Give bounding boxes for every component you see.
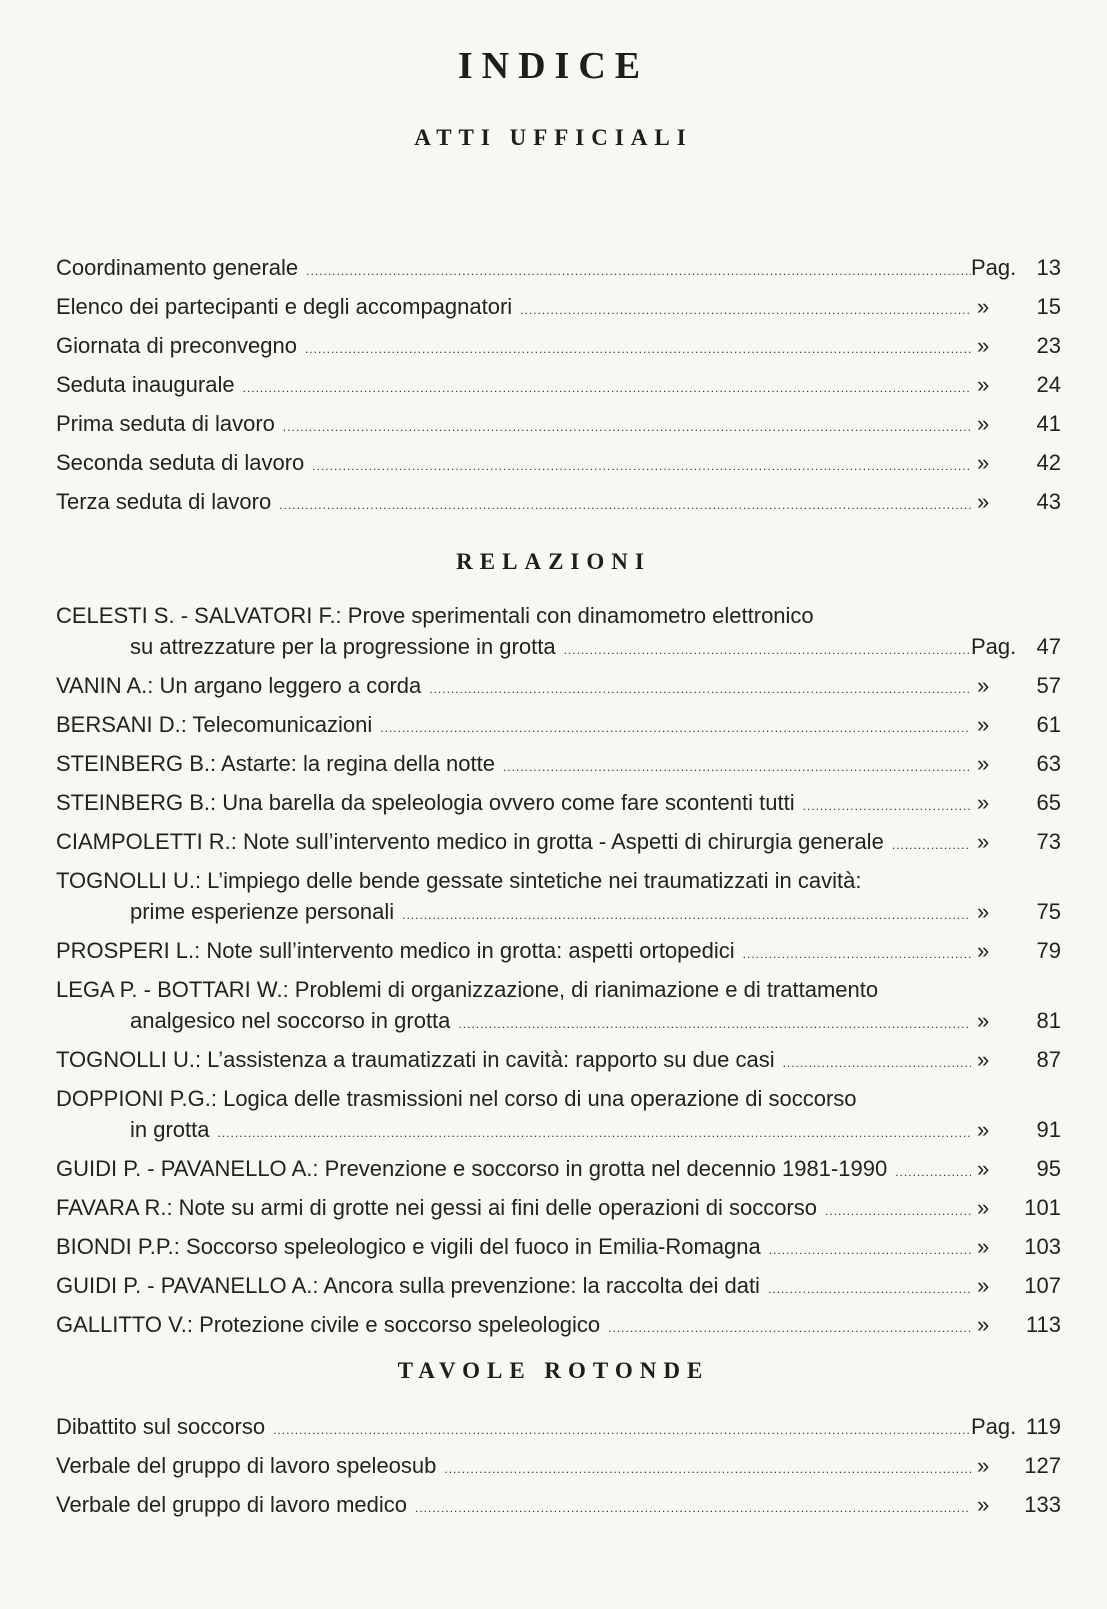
page-number: 15 [1036,294,1061,319]
toc-entry [56,372,1061,411]
page-marker: » [977,829,990,854]
dot-leader [279,498,971,512]
toc-entry [56,712,1061,751]
page-marker: » [977,790,990,815]
page-number: 75 [1036,899,1061,924]
toc-tavole-rotonde [56,1414,1061,1531]
page-marker: Pag. [971,1414,1017,1439]
dot-leader [429,682,971,696]
page-number: 57 [1036,673,1061,698]
toc-entry-title: Seduta inaugurale [56,372,235,397]
dot-leader [273,1423,971,1437]
toc-entry [56,829,1061,868]
dot-leader [783,1056,971,1070]
page-marker: » [977,1312,990,1337]
page-number: 63 [1036,751,1061,776]
toc-entry-title: GALLITTO V.: Protezione civile e soccorso speleologico [56,1312,601,1337]
toc-entry-title: analgesico nel soccorso in grotta [130,1008,451,1033]
toc-entry-title: BERSANI D.: Telecomunicazioni [56,712,373,737]
toc-entry [56,255,1061,294]
toc-entry-title: TOGNOLLI U.: L’assistenza a traumatizzati in cavità: rapporto su due casi [56,1047,775,1072]
dot-leader [306,264,971,278]
page-number: 24 [1036,372,1061,397]
section-title-atti-ufficiali: ATTI UFFICIALI [414,125,693,150]
toc-entry-title: TOGNOLLI U.: L’impiego delle bende gessate sintetiche nei traumatizzati in cavità: [56,868,862,893]
dot-leader [305,342,971,356]
toc-entry-title: Seconda seduta di lavoro [56,450,305,475]
toc-entry-title: Prima seduta di lavoro [56,411,275,436]
toc-entry [56,450,1061,489]
toc-entry-title: BIONDI P.P.: Soccorso speleologico e vigili del fuoco in Emilia-Romagna [56,1234,761,1259]
page-marker: » [977,1453,990,1478]
page-number: 73 [1036,829,1061,854]
page-number: 43 [1036,489,1061,514]
page-marker: » [977,1195,990,1220]
dot-leader [564,643,971,657]
toc-entry [56,868,1061,938]
toc-entry-title: in grotta [130,1117,210,1142]
toc-entry [56,1156,1061,1195]
page-marker: » [977,1273,990,1298]
toc-entry-title: DOPPIONI P.G.: Logica delle trasmissioni nel corso di una operazione di soccorso [56,1086,857,1111]
page-number: 13 [1036,255,1061,280]
toc-entry [56,751,1061,790]
page-number: 127 [1024,1453,1061,1478]
toc-entry-title: Verbale del gruppo di lavoro medico [56,1492,408,1517]
page-marker: » [977,1117,990,1142]
toc-entry-title: VANIN A.: Un argano leggero a corda [56,673,422,698]
page-marker: » [977,411,990,436]
page-marker: » [977,673,990,698]
toc-entry [56,938,1061,977]
toc-entry [56,333,1061,372]
page-number: 87 [1036,1047,1061,1072]
toc-entry [56,1086,1061,1156]
toc-entry-title: su attrezzature per la progressione in grotta [130,634,556,659]
page-marker: » [977,489,990,514]
page-number: 119 [1025,1414,1061,1439]
page-marker: » [977,1234,990,1259]
index-title: INDICE [457,45,650,87]
toc-entry-title: Giornata di preconvegno [56,333,297,358]
toc-entry-title: Dibattito sul soccorso [56,1414,266,1439]
page-marker: Pag. [971,255,1017,280]
section-title-tavole-rotonde: TAVOLE ROTONDE [397,1358,710,1383]
page-number: 42 [1036,450,1061,475]
dot-leader [743,947,971,961]
page-number: 61 [1036,712,1061,737]
page-number: 91 [1036,1117,1061,1142]
dot-leader [415,1501,971,1515]
dot-leader [895,1165,971,1179]
page-number: 41 [1036,411,1061,436]
toc-relazioni [56,603,1061,1351]
dot-leader [769,1243,971,1257]
dot-leader [768,1282,971,1296]
toc-entry [56,1312,1061,1351]
page-number: 107 [1024,1273,1061,1298]
dot-leader [218,1126,972,1140]
toc-entry-title: GUIDI P. - PAVANELLO A.: Ancora sulla prevenzione: la raccolta dei dati [56,1273,760,1298]
toc-entry [56,489,1061,528]
page-marker: » [977,712,990,737]
page-marker: » [977,333,990,358]
toc-entry-title: PROSPERI L.: Note sull’intervento medico in grotta: aspetti ortopedici [56,938,735,963]
toc-entry [56,294,1061,333]
page-number: 113 [1025,1312,1061,1337]
page-marker: » [977,450,990,475]
page-number: 133 [1024,1492,1061,1517]
toc-entry-title: CIAMPOLETTI R.: Note sull’intervento medico in grotta - Aspetti di chirurgia generale [56,829,884,854]
dot-leader [243,381,971,395]
toc-entry [56,1453,1061,1492]
page-number: 101 [1024,1195,1061,1220]
toc-atti-ufficiali [56,255,1061,528]
toc-entry-title: prime esperienze personali [130,899,395,924]
toc-entry-title: Elenco dei partecipanti e degli accompagnatori [56,294,513,319]
page-marker: » [977,372,990,397]
toc-entry [56,1234,1061,1273]
page-marker: » [977,938,990,963]
dot-leader [380,721,971,735]
toc-entry-title: CELESTI S. - SALVATORI F.: Prove sperimentali con dinamometro elettronico [56,603,814,628]
page-marker: » [977,1008,990,1033]
page-marker: » [977,1047,990,1072]
toc-entry-title: Verbale del gruppo di lavoro speleosub [56,1453,437,1478]
toc-entry [56,1195,1061,1234]
toc-entry [56,1047,1061,1086]
dot-leader [520,303,971,317]
toc-entry-title: Terza seduta di lavoro [56,489,272,514]
dot-leader [283,420,971,434]
dot-leader [608,1321,971,1335]
page-number: 79 [1036,938,1061,963]
dot-leader [825,1204,971,1218]
dot-leader [444,1462,971,1476]
page-number: 95 [1036,1156,1061,1181]
dot-leader [402,908,971,922]
toc-entry [56,673,1061,712]
toc-entry-title: Coordinamento generale [56,255,299,280]
page-marker: » [977,899,990,924]
dot-leader [803,799,971,813]
page-number: 81 [1036,1008,1061,1033]
dot-leader [892,838,971,852]
toc-entry-title: LEGA P. - BOTTARI W.: Problemi di organizzazione, di rianimazione e di trattamento [56,977,879,1002]
page-number: 103 [1024,1234,1061,1259]
page-marker: » [977,294,990,319]
toc-entry [56,1414,1061,1453]
page-number: 65 [1036,790,1061,815]
toc-entry-title: GUIDI P. - PAVANELLO A.: Prevenzione e soccorso in grotta nel decennio 1981-1990 [56,1156,888,1181]
section-title-relazioni: RELAZIONI [456,549,651,574]
page-number: 47 [1036,634,1061,659]
page-marker: Pag. [971,634,1017,659]
toc-entry-title: FAVARA R.: Note su armi di grotte nei gessi ai fini delle operazioni di soccorso [56,1195,817,1220]
toc-entry [56,603,1061,673]
dot-leader [312,459,971,473]
toc-entry [56,411,1061,450]
toc-entry [56,977,1061,1047]
toc-entry [56,790,1061,829]
toc-entry-title: STEINBERG B.: Una barella da speleologia ovvero come fare scontenti tutti [56,790,795,815]
toc-entry [56,1492,1061,1531]
toc-entry [56,1273,1061,1312]
toc-entry-title: STEINBERG B.: Astarte: la regina della notte [56,751,495,776]
page-marker: » [977,1492,990,1517]
page-number: 23 [1036,333,1061,358]
dot-leader [503,760,971,774]
page-marker: » [977,1156,990,1181]
page-marker: » [977,751,990,776]
dot-leader [458,1017,971,1031]
